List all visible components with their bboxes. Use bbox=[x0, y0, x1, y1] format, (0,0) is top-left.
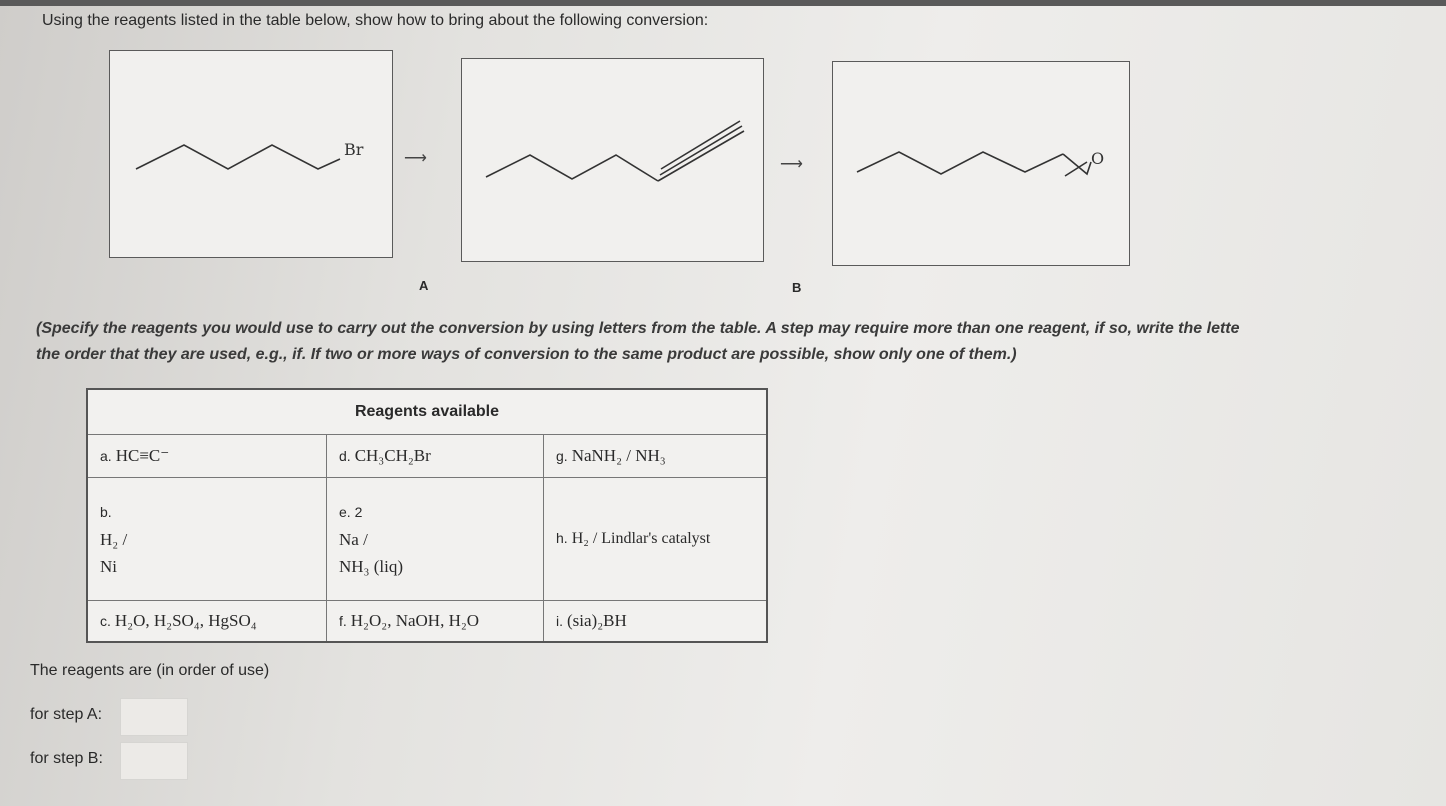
start-molecule-box bbox=[109, 50, 393, 258]
reagent-a: a. HC≡C⁻ bbox=[87, 435, 327, 478]
reaction-arrow-b: ⟶ bbox=[780, 156, 803, 173]
step-a-answer-label: for step A: bbox=[30, 706, 103, 723]
reaction-arrow-a: ⟶ bbox=[404, 150, 427, 167]
step-a-label: A bbox=[419, 278, 429, 293]
intermediate-molecule-box bbox=[461, 58, 764, 262]
reagent-e: e. 2 Na / NH₃ (liq) bbox=[327, 478, 544, 601]
reagent-c: c. H₂O, H₂SO₄, HgSO₄ bbox=[87, 601, 327, 643]
note-line-1: (Specify the reagents you would use to carry out the conversion by using letters from the table. A step may require more than one reagent, if so, write the lette bbox=[36, 320, 1240, 337]
question-instruction: Using the reagents listed in the table below, show how to bring about the following conversion: bbox=[42, 12, 709, 29]
answer-intro: The reagents are (in order of use) bbox=[30, 662, 270, 679]
step-b-label: B bbox=[792, 280, 802, 295]
table-row bbox=[87, 601, 767, 643]
start-molecule-structure bbox=[110, 51, 392, 257]
intermediate-molecule-structure bbox=[462, 59, 763, 261]
reagent-b: b. H₂ / Ni bbox=[87, 478, 327, 601]
oxygen-label: O bbox=[1091, 149, 1105, 168]
reagent-h: h. H₂ / Lindlar's catalyst bbox=[544, 478, 768, 601]
reagent-g: g. NaNH₂ / NH₃ bbox=[544, 435, 768, 478]
product-molecule-structure bbox=[833, 62, 1129, 265]
top-bar bbox=[0, 0, 1446, 6]
table-row bbox=[87, 435, 767, 478]
reagents-table bbox=[86, 388, 768, 643]
step-b-answer-label: for step B: bbox=[30, 750, 103, 767]
table-header: Reagents available bbox=[87, 389, 767, 435]
reagent-d: d. CH₃CH₂Br bbox=[327, 435, 544, 478]
bromine-label: Br bbox=[344, 140, 364, 159]
reagent-f: f. H₂O₂, NaOH, H₂O bbox=[327, 601, 544, 643]
instruction-note bbox=[36, 316, 1446, 368]
step-b-input[interactable] bbox=[120, 742, 188, 780]
table-row bbox=[87, 478, 767, 601]
note-line-2: the order that they are used, e.g., if. If two or more ways of conversion to the same product are possible, show only one of them.) bbox=[36, 346, 1017, 363]
product-molecule-box bbox=[832, 61, 1130, 266]
reagent-i: i. (sia)₂BH bbox=[544, 601, 768, 643]
step-a-input[interactable] bbox=[120, 698, 188, 736]
